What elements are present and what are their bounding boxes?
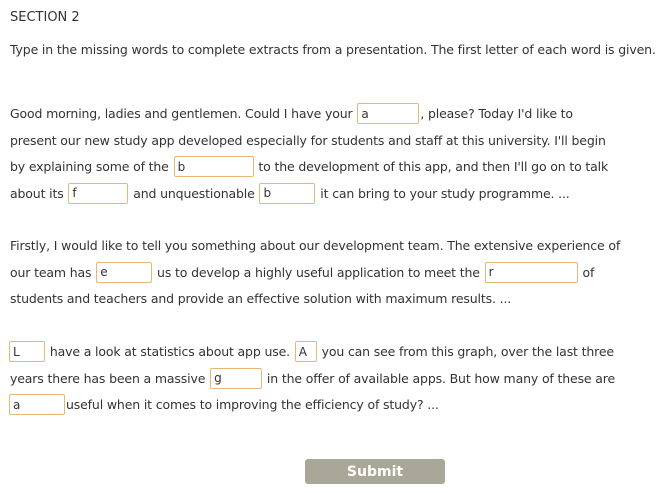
p1-line-1 (10, 101, 650, 128)
p1-text: to the development of this app, and then I'll go on to talk (258, 159, 609, 174)
p1-text: present our new study app developed especially for students and staff at this university. I'll begin (10, 132, 606, 148)
gap-attention-input[interactable] (357, 103, 419, 124)
paragraph-2 (10, 233, 650, 313)
p1-text: and unquestionable (133, 185, 255, 201)
p3-text: you can see from this graph, over the last three (321, 344, 614, 359)
p1-text: about its (10, 185, 64, 201)
p3-line-3 (8, 392, 650, 419)
p1-line-2 (10, 128, 650, 155)
paragraph-1 (10, 101, 650, 207)
gap-lets-input[interactable] (9, 341, 45, 362)
gap-growth-input[interactable] (210, 368, 262, 389)
section-title: SECTION 2 (10, 10, 80, 25)
p2-text: Firstly, I would like to tell you something about our development team. The extensive experience of (10, 238, 621, 253)
submit-button[interactable]: Submit (305, 459, 445, 484)
gap-as-input[interactable] (295, 341, 317, 362)
p1-text: it can bring to your study programme. ... (320, 185, 570, 201)
p2-text: students and teachers and provide an effective solution with maximum results. ... (10, 291, 512, 306)
p3-line-2 (10, 366, 650, 393)
p3-text: in the offer of available apps. But how many of these are (266, 370, 616, 386)
p3-line-1 (8, 339, 650, 366)
gap-enabled-input[interactable] (96, 262, 152, 283)
instructions: Type in the missing words to complete extracts from a presentation. The first letter of each word is given. (10, 42, 656, 57)
gap-requirements-input[interactable] (485, 262, 578, 283)
gap-actually-input[interactable] (9, 394, 65, 415)
p1-text: by explaining some of the (10, 159, 169, 174)
p2-line-2 (10, 260, 650, 287)
p2-text: of (582, 264, 595, 280)
p1-text: , please? Today I'd like to (420, 106, 573, 121)
paragraph-3 (10, 339, 650, 419)
p1-line-3 (10, 154, 650, 181)
p3-text: have a look at statistics about app use. (49, 344, 290, 359)
gap-features-input[interactable] (68, 183, 128, 204)
p2-line-3 (10, 286, 650, 313)
p2-line-1 (10, 233, 650, 260)
p2-text: us to develop a highly useful application to meet the (157, 264, 480, 280)
p2-text: our team has (10, 264, 92, 280)
gap-benefits-input[interactable] (259, 183, 315, 204)
p1-line-4 (10, 181, 650, 208)
p3-text: useful when it comes to improving the efficiency of study? ... (66, 397, 439, 412)
p3-text: years there has been a massive (10, 370, 206, 386)
gap-background-input[interactable] (174, 156, 254, 177)
p1-text: Good morning, ladies and gentlemen. Could I have your (10, 106, 353, 121)
